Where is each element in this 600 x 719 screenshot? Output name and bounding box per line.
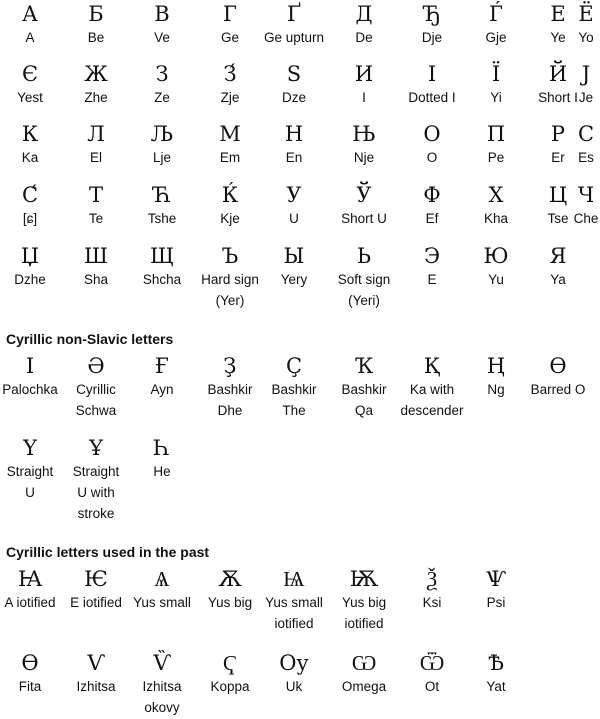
letter-cell [330,62,398,108]
letter-cell [0,436,64,503]
letter-name: Yery [280,272,308,287]
letter-glyph: Ш [84,244,108,268]
letter-glyph: Ё [578,2,594,26]
letter-name: Ka with descender [400,382,464,418]
letter-name: De [355,30,373,45]
letter-cell [552,183,600,229]
letter-cell [196,651,264,697]
letter-name: Omega [341,679,387,694]
letter-cell [196,567,264,613]
letter-glyph: Ҁ [222,651,237,675]
letter-name: Izhitsa okovy [142,679,182,715]
letter-name: Em [219,150,241,165]
letter-glyph: Ґ [286,2,302,26]
letter-name: Zhe [84,90,108,105]
letter-name: En [285,150,303,165]
letter-name: E iotified [70,595,122,610]
letter-glyph: М [219,122,241,146]
letter-cell [196,354,264,421]
letter-glyph: Ј [581,62,591,86]
letter-glyph: Ѕ [286,62,302,86]
letter-glyph: Д [355,2,373,26]
letter-glyph: Ѯ [426,567,438,591]
letter-cell [462,244,530,290]
letter-glyph: Ж [84,62,108,86]
letter-name: A iotified [4,595,56,610]
letter-name: Hard sign (Yer) [201,272,259,308]
letter-glyph: Л [87,122,105,146]
letter-cell [330,354,398,421]
letter-name: Ge [220,30,239,45]
letter-glyph: Ѿ [419,651,445,675]
letter-glyph: Ї [491,62,501,86]
letter-name: Ka [21,150,39,165]
letter-glyph: Ь [356,244,372,268]
letter-glyph: Њ [352,122,376,146]
letter-name: Yus big [207,595,253,610]
letter-name: Dotted I [408,90,456,105]
letter-name: I [362,90,366,105]
letter-name: Barred O [530,382,586,397]
letter-glyph: Ћ [152,183,172,207]
letter-cell [330,244,398,311]
letter-cell [462,567,530,613]
letter-glyph: Џ [20,244,40,268]
letter-name: Ef [425,211,439,226]
letter-name: A [25,30,35,45]
letter-name: Che [573,211,599,226]
letter-cell [0,567,64,613]
letter-glyph: Ю [483,244,509,268]
letter-cell [260,122,328,168]
letter-name: Koppa [210,679,250,694]
letter-cell [330,183,398,229]
letter-cell [552,122,600,168]
letter-cell [524,244,592,290]
letter-cell [128,436,196,482]
letter-glyph: У [286,183,302,207]
letter-name: Ksi [422,595,442,610]
letter-glyph: Ҡ [354,354,374,378]
letter-cell [462,2,530,48]
letter-name: Je [578,90,594,105]
letter-cell [0,651,64,697]
letter-glyph: Ў [356,183,372,207]
letter-name: Short U [341,211,387,226]
letter-glyph: Ќ [221,183,239,207]
letter-name: Dze [281,90,306,105]
letter-name: Sha [83,272,109,287]
letter-cell [330,567,398,634]
letter-name: Es [578,150,594,165]
section-title: Cyrillic letters used in the past [6,544,210,560]
letter-glyph: С [577,122,595,146]
letter-name: Psi [486,595,506,610]
letter-cell [260,62,328,108]
letter-cell [0,354,64,400]
letter-glyph: С́ [21,183,39,207]
letter-cell [462,122,530,168]
letter-glyph: Ѡ [351,651,377,675]
letter-name: Yus big iotified [341,595,387,631]
letter-glyph: Ғ [155,354,169,378]
letter-glyph: Ҙ [223,354,237,378]
letter-glyph: Ђ [423,2,441,26]
letter-name: Shcha [142,272,182,287]
letter-cell [524,354,592,400]
letter-name: Kha [483,211,509,226]
letter-cell [398,2,466,48]
letter-name: U [289,211,299,226]
letter-glyph: Н [284,122,304,146]
letter-cell [0,244,64,290]
letter-glyph: Ѫ [218,567,242,591]
letter-glyph: Ѓ [489,2,503,26]
letter-name: Te [88,211,104,226]
letter-glyph: Ѩ [283,567,305,591]
letter-glyph: Х [488,183,504,207]
letter-name: Palochka [2,382,58,397]
letter-name: Pe [487,150,505,165]
letter-cell [0,62,64,108]
letter-glyph: Ѷ [152,651,172,675]
letter-glyph: Ꙗ [18,567,42,591]
letter-cell [260,183,328,229]
letter-cell [260,354,328,421]
letter-name: Gje [485,30,507,45]
letter-cell [62,436,130,524]
letter-name: Yi [490,90,502,105]
letter-glyph: Ә [87,354,105,378]
letter-glyph: Є [21,62,39,86]
letter-cell [398,567,466,613]
letter-cell [196,244,264,311]
letter-glyph: Һ [154,436,170,460]
letter-name: Ng [487,382,505,397]
letter-cell [552,62,600,108]
letter-cell [62,244,130,290]
letter-name: Uk [285,679,303,694]
letter-cell [62,183,130,229]
letter-glyph: И [354,62,374,86]
letter-cell [462,183,530,229]
letter-cell [0,122,64,168]
letter-cell [398,244,466,290]
letter-glyph: Қ [423,354,441,378]
letter-name: Ya [550,272,566,287]
letter-cell [196,62,264,108]
letter-name: Cyrillic Schwa [75,382,117,418]
letter-name: O [426,150,438,165]
letter-glyph: Щ [150,244,174,268]
letter-cell [62,62,130,108]
letter-name: He [153,464,171,479]
letter-name: Bashkir Qa [341,382,387,418]
letter-cell [330,122,398,168]
section-title: Cyrillic non-Slavic letters [6,331,174,347]
letter-name: Yo [578,30,594,45]
letter-name: [ɕ] [22,211,38,226]
letter-cell [0,183,64,229]
letter-glyph: Оу [279,651,309,675]
letter-cell [62,2,130,48]
letter-glyph: Ц [548,183,568,207]
letter-name: Nje [353,150,375,165]
letter-cell [128,122,196,168]
letter-glyph: Ү [23,436,37,460]
letter-name: Short I [538,90,578,105]
letter-glyph: К [21,122,39,146]
letter-cell [196,2,264,48]
letter-glyph: Ч [577,183,595,207]
letter-cell [0,2,64,48]
letter-name: Er [551,150,565,165]
letter-cell [260,651,328,697]
letter-glyph: Ѵ [86,651,106,675]
letter-name: Be [87,30,105,45]
letter-name: Yu [488,272,504,287]
letter-name: Yat [486,679,506,694]
letter-name: Tse [547,211,569,226]
letter-glyph: Т [88,183,103,207]
letter-name: Izhitsa [76,679,116,694]
letter-glyph: В [154,2,170,26]
letter-name: Ot [424,679,440,694]
letter-glyph: Р [550,122,566,146]
letter-glyph: А [22,2,38,26]
letter-cell [62,354,130,421]
letter-name: Tshe [147,211,177,226]
letter-glyph: Ѥ [84,567,108,591]
letter-glyph: Г [223,2,237,26]
letter-name: Bashkir The [271,382,317,418]
letter-name: Straight U [6,464,54,500]
letter-cell [462,62,530,108]
letter-cell [128,651,196,718]
letter-cell [260,567,328,634]
letter-glyph: Ы [283,244,305,268]
letter-name: Ye [550,30,566,45]
letter-name: Ge upturn [263,30,325,45]
letter-glyph: Ѣ [488,651,504,675]
letter-name: Dzhe [14,272,46,287]
letter-name: Ve [154,30,170,45]
letter-cell [62,567,130,613]
letter-cell [196,183,264,229]
letter-cell [196,122,264,168]
letter-glyph: Ң [486,354,506,378]
letter-cell [62,651,130,697]
letter-cell [398,651,466,697]
letter-name: Zje [220,90,240,105]
letter-glyph: Ҫ [285,354,303,378]
letter-name: Straight U with stroke [72,464,120,521]
letter-glyph: О [423,122,441,146]
letter-name: Kje [220,211,240,226]
letter-name: Ze [154,90,170,105]
letter-name: Yus small iotified [265,595,323,631]
letter-name: Lje [152,150,171,165]
letter-glyph: Е [550,2,566,26]
letter-cell [552,2,600,48]
letter-cell [398,122,466,168]
letter-glyph: Ӏ [25,354,35,378]
letter-glyph: Ъ [221,244,239,268]
letter-cell [128,62,196,108]
letter-glyph: І [427,62,437,86]
letter-cell [62,122,130,168]
letter-name: Soft sign (Yeri) [337,272,391,308]
letter-cell [128,183,196,229]
letter-cell [330,2,398,48]
letter-name: E [427,272,437,287]
letter-name: Fita [18,679,42,694]
letter-cell [398,183,466,229]
letter-cell [128,2,196,48]
letter-glyph: Й [548,62,568,86]
letter-cell [462,651,530,697]
letter-glyph: Ѭ [349,567,379,591]
letter-glyph: Э [423,244,441,268]
letter-glyph: Ф [423,183,441,207]
letter-cell [398,62,466,108]
letter-glyph: Я [549,244,567,268]
letter-name: Ayn [150,382,174,397]
letter-glyph: Ѳ [21,651,39,675]
letter-cell [330,651,398,697]
letter-cell [398,354,466,421]
letter-glyph: Ѧ [154,567,170,591]
letter-name: Dje [421,30,443,45]
letter-cell [260,2,328,48]
letter-cell [128,244,196,290]
letter-glyph: З́ [223,62,237,86]
letter-cell [128,354,196,400]
letter-glyph: Б [88,2,104,26]
letter-cell [462,354,530,400]
letter-cell [128,567,196,613]
letter-glyph: Ө [549,354,567,378]
letter-cell [260,244,328,290]
letter-glyph: Ѱ [486,567,506,591]
letter-name: Bashkir Dhe [207,382,253,418]
letter-glyph: П [486,122,506,146]
letter-name: Yest [17,90,43,105]
letter-glyph: З [155,62,169,86]
letter-glyph: Ұ [89,436,103,460]
letter-glyph: Љ [150,122,174,146]
letter-name: El [89,150,102,165]
letter-name: Yus small [133,595,191,610]
